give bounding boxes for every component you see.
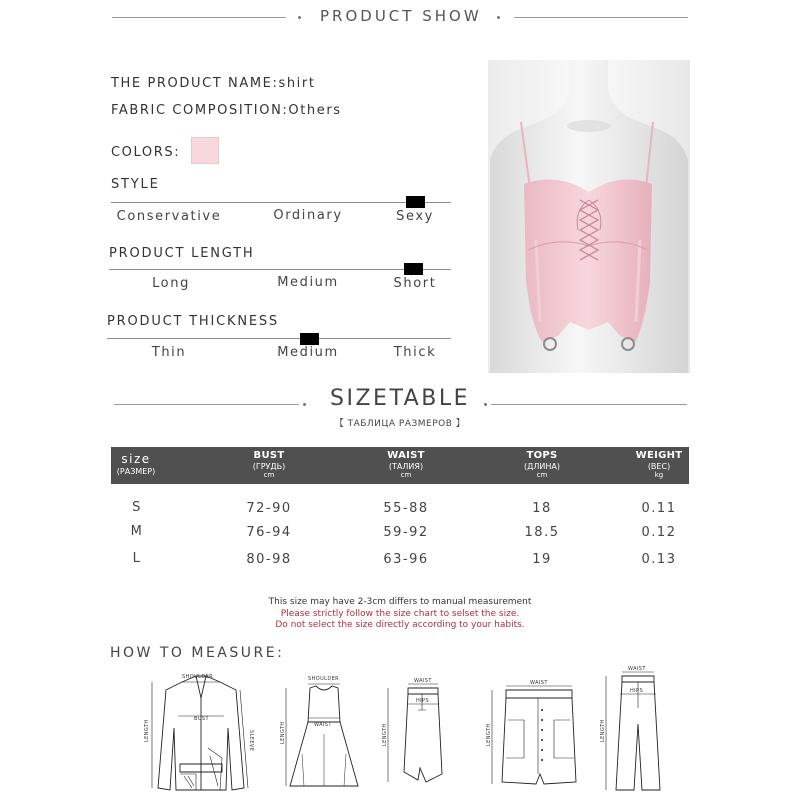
header-tops: TOPS (ДЛИНА) cm [524,450,560,479]
skirt-label-waist: WAIST [414,678,432,684]
row-s-size: S [132,500,142,515]
row-l-tops: 19 [532,552,552,567]
row-m-weight: 0.12 [641,525,677,540]
fabric-composition: FABRIC COMPOSITION:Others [111,103,342,118]
header-dot-right [497,16,500,19]
row-m-waist: 59-92 [383,525,429,540]
dress-measure-diagram [282,674,366,792]
thickness-title: PRODUCT THICKNESS [107,314,279,329]
row-s-weight: 0.11 [641,501,677,516]
row-l-bust: 80-98 [246,552,292,567]
length-option-medium: Medium [277,275,339,290]
length-option-long: Long [152,276,190,291]
shorts-label-length: LENGTH [486,723,492,746]
sizetable-rule-right [491,404,687,405]
note-warning-1: Please strictly follow the size chart to selset the size. [280,609,520,619]
style-option-sexy: Sexy [396,209,434,224]
row-m-size: M [130,524,144,539]
row-m-bust: 76-94 [246,525,292,540]
pants-label-hips: HIPS [630,688,644,694]
dress-label-length: LENGTH [280,721,286,744]
color-swatch-pink[interactable] [191,137,219,164]
thickness-option-thick: Thick [393,345,437,360]
thickness-marker [300,333,319,345]
size-table-header [111,447,689,484]
note-measurement: This size may have 2-3cm differs to manual measurement [268,597,532,607]
style-title: STYLE [111,177,160,192]
note-warning-2: Do not select the size directly according to your habits. [275,620,525,630]
style-option-conservative: Conservative [116,209,222,224]
sizetable-subtitle: 【 ТАБЛИЦА РАЗМЕРОВ 】 [334,419,466,429]
header-rule-left [112,17,286,18]
thickness-option-medium: Medium [277,345,339,360]
sizetable-title: SIZETABLE [330,386,470,411]
row-l-weight: 0.13 [641,552,677,567]
header-size: size (РАЗМЕР) [116,452,156,476]
style-option-ordinary: Ordinary [273,208,343,223]
header-title: PRODUCT SHOW [320,7,482,25]
row-s-tops: 18 [532,501,552,516]
jacket-measure-diagram [140,668,262,796]
skirt-label-hips: HIPS [416,698,430,704]
style-marker [406,196,425,208]
header-dot-left [298,16,301,19]
header-rule-right [514,17,688,18]
pants-label-waist: WAIST [628,666,646,672]
shorts-label-waist: WAIST [530,680,548,686]
pants-label-length: LENGTH [600,719,606,742]
thickness-scale-line [107,338,451,339]
how-to-measure-title: HOW TO MEASURE: [110,645,285,661]
header-bust: BUST (ГРУДЬ) cm [252,450,286,479]
thickness-option-thin: Thin [151,345,187,360]
product-name: THE PRODUCT NAME:shirt [111,76,316,91]
pants-measure-diagram [598,664,668,794]
jacket-label-sleeve: SLEEVE [248,730,254,752]
row-s-waist: 55-88 [383,501,429,516]
jacket-label-shoulder: SHOULDER [182,674,213,680]
jacket-label-length: LENGTH [144,719,150,742]
length-title: PRODUCT LENGTH [109,246,255,261]
dress-label-shoulder: SHOULDER [308,676,339,682]
row-l-size: L [132,551,142,566]
jacket-label-bust: BUST [194,716,209,722]
header-waist: WAIST (ТАЛИЯ) cm [387,450,425,479]
colors-label: COLORS: [111,145,181,160]
header-weight: WEIGHT (ВЕС) kg [635,450,683,479]
row-m-tops: 18.5 [524,525,560,540]
row-s-bust: 72-90 [246,501,292,516]
product-photo [488,60,690,373]
style-scale-line [111,202,451,203]
mannequin-top-illustration [488,60,690,373]
shorts-measure-diagram [486,680,590,792]
sizetable-dot-right [484,403,487,406]
length-marker [404,263,423,275]
dress-label-waist: WAIST [314,722,332,728]
row-l-waist: 63-96 [383,552,429,567]
skirt-measure-diagram [380,680,448,792]
length-option-short: Short [393,276,437,291]
skirt-label-length: LENGTH [382,723,388,746]
length-scale-line [109,269,451,270]
